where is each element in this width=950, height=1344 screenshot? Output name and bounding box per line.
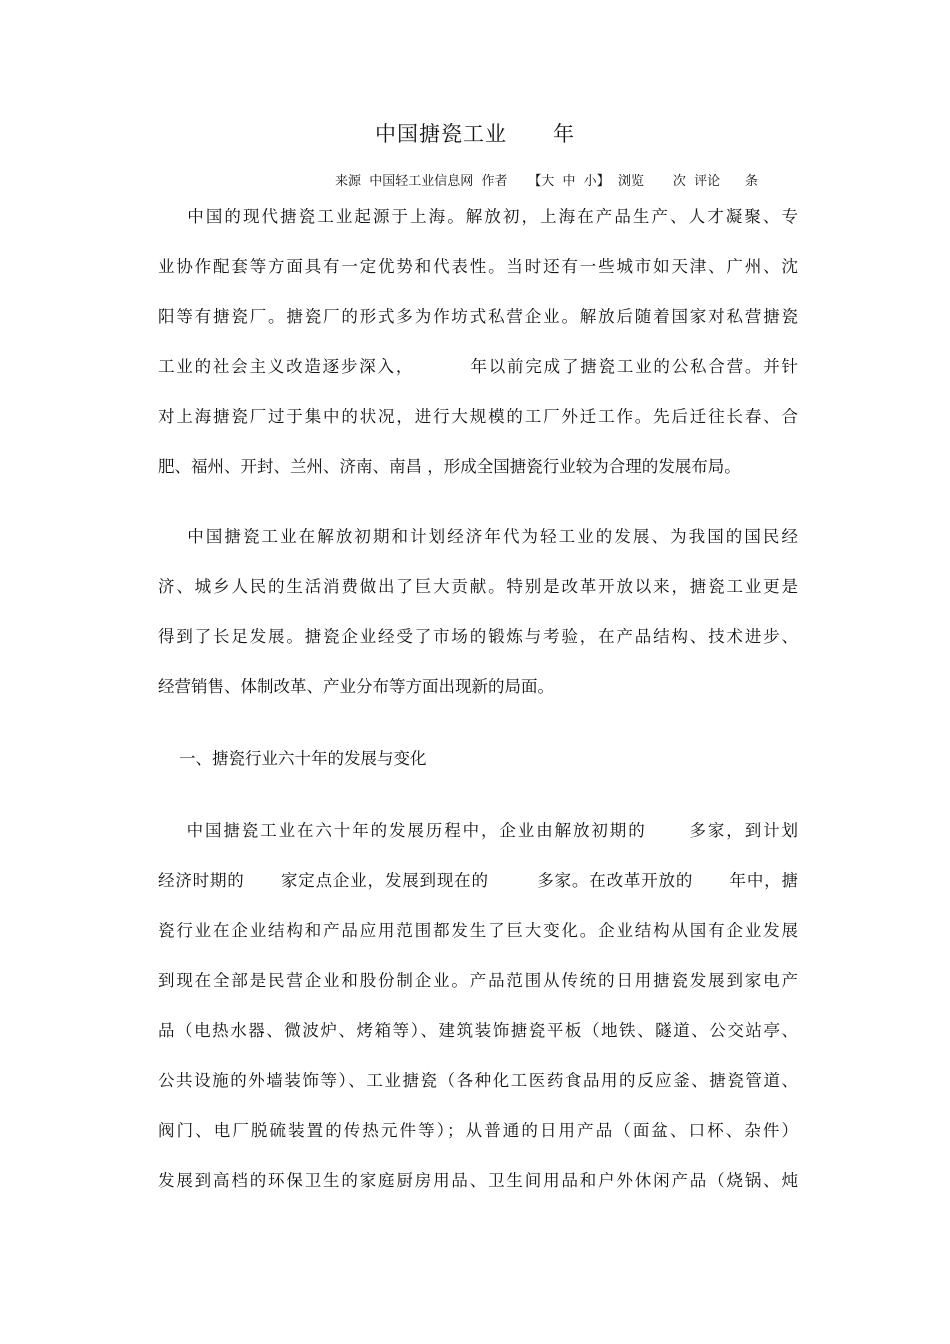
text-line: 瓷行业在企业结构和产品应用范围都发生了巨大变化。企业结构从国有企业发展 [158,921,798,940]
text-line: 经济时期的 家定点企业，发展到现在的 多家。在改革开放的 年中，搪 [158,871,798,890]
section-heading: 一、搪瓷行业六十年的发展与变化 [158,749,427,768]
article-meta: 来源 中国轻工业信息网 作者 【大 中 小】 浏览 次 评论 条 [335,174,758,189]
text-line: 公共设施的外墙装饰等）、工业搪瓷（各种化工医药食品用的反应釜、搪瓷管道、 [158,1071,798,1090]
text-line: 工业的社会主义改造逐步深入， 年以前完成了搪瓷工业的公私合营。并针 [158,357,798,376]
text-line: 得到了长足发展。搪瓷企业经受了市场的锻炼与考验，在产品结构、技术进步、 [158,627,798,646]
text-line: 中国搪瓷工业在六十年的发展历程中，企业由解放初期的 多家，到计划 [158,821,798,840]
text-line: 阳等有搪瓷厂。搪瓷厂的形式多为作坊式私营企业。解放后随着国家对私营搪瓷 [158,307,798,326]
document-title: 中国搪瓷工业 年 [374,122,576,146]
text-line: 对上海搪瓷厂过于集中的状况，进行大规模的工厂外迁工作。先后迁往长春、合 [158,407,798,426]
text-line: 到现在全部是民营企业和股份制企业。产品范围从传统的日用搪瓷发展到家电产 [158,971,798,990]
text-line: 业协作配套等方面具有一定优势和代表性。当时还有一些城市如天津、广州、沈 [158,257,798,276]
text-line: 发展到高档的环保卫生的家庭厨房用品、卫生间用品和户外休闲产品（烧锅、炖 [158,1171,798,1190]
text-line: 济、城乡人民的生活消费做出了巨大贡献。特别是改革开放以来，搪瓷工业更是 [158,577,798,596]
text-line: 阀门、电厂脱硫装置的传热元件等）；从普通的日用产品（面盆、口杯、杂件） [158,1121,798,1140]
text-line: 经营销售、体制改革、产业分布等方面出现新的局面。 [158,677,554,696]
text-line: 品（电热水器、微波炉、烤箱等）、建筑装饰搪瓷平板（地铁、隧道、公交站亭、 [158,1021,798,1040]
text-line: 肥、福州、开封、兰州、济南、南昌 ，形成全国搪瓷行业较为合理的发展布局。 [158,457,741,476]
text-line: 中国搪瓷工业在解放初期和计划经济年代为轻工业的发展、为我国的国民经 [158,527,798,546]
text-line: 中国的现代搪瓷工业起源于上海。解放初，上海在产品生产、人才凝聚、专 [158,207,798,226]
